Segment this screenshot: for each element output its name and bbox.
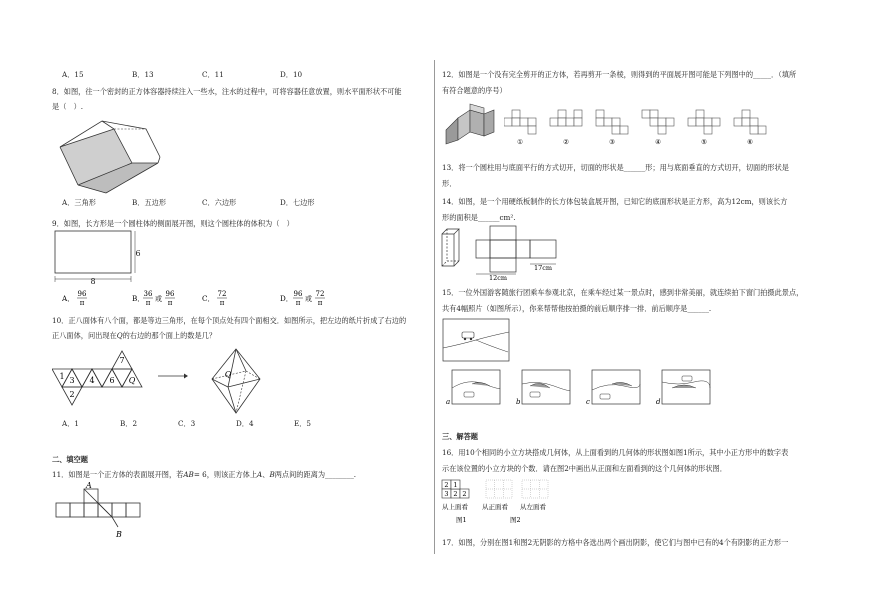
photo-label-c: c: [586, 398, 590, 406]
face-label-4: 4: [89, 376, 95, 385]
q11-text-f: 两点间的距离为________.: [274, 470, 357, 479]
caption-figure-1: 图1: [456, 516, 467, 524]
q11-text-a: 11．如图是一个正方体的表面展开图，若: [52, 470, 184, 479]
option-a: A．1: [62, 419, 79, 428]
grid-count: 2: [444, 481, 449, 489]
q8-text-line2: 是（ ）.: [52, 102, 84, 111]
option-letter: A．: [62, 294, 75, 303]
photo-label-d: d: [656, 398, 661, 406]
fraction-denominator: π: [145, 299, 151, 307]
q15-bus-scene-figure: [442, 318, 510, 362]
q17-text: 17．如图，分别在图1和图2无阴影的方格中各选出两个画出阴影，使它们与图中已有的4个有阴影的正方形一: [442, 538, 789, 547]
grid-count: 2: [462, 490, 467, 498]
q10-octahedron-figure: [206, 347, 266, 415]
or-text: 或: [305, 295, 312, 303]
fraction-numerator: 96: [293, 290, 303, 298]
width-label: 8: [90, 277, 96, 285]
grid-count: 3: [444, 490, 449, 498]
fraction-numerator: 96: [77, 290, 87, 298]
q11-ab: AB: [183, 470, 194, 479]
section-answer-questions: 三、解答题: [442, 432, 478, 441]
q14-text: 14．如图，是一个用硬纸板制作的长方体包装盒展开图，已知它的底面形状是正方形，高为12cm，则该长方: [442, 197, 788, 206]
net-label-6: ⑥: [747, 138, 753, 146]
fraction-denominator: π: [79, 299, 85, 307]
q10-options: [62, 419, 311, 428]
q14-text-line2: 形的面积是______cm².: [442, 213, 516, 222]
q15-photos-figure: [446, 368, 716, 408]
section-fill-in-blank: 二、填空题: [52, 455, 88, 464]
caption-top-view: 从上面看: [442, 503, 468, 511]
option-b: B．五边形: [132, 198, 167, 207]
option-a: A．15: [62, 70, 84, 79]
q13-text: 13．将一个圆柱用与底面平行的方式切开，切面的形状是______形；用与底面垂直的方式切开，切面的形状是: [442, 163, 789, 172]
q10-text-2a: 正八面体，问出现在: [52, 331, 117, 340]
q9-options-svg: [62, 289, 362, 307]
q10-text-line2: [52, 331, 216, 340]
height-label: 6: [135, 249, 141, 258]
q9-rectangle-figure: [52, 229, 142, 285]
option-d: [280, 290, 325, 307]
option-b: B．13: [132, 70, 154, 79]
face-label-3: 3: [69, 376, 75, 385]
face-label-1: 1: [59, 372, 65, 381]
arrow-icon: [158, 372, 188, 380]
point-a-label: A: [86, 481, 92, 490]
option-c: C．六边形: [202, 198, 237, 207]
q10-text: 10．正八面体有八个面，都是等边三角形，在每个顶点处有四个面相交．如图所示，把左边的纸片折成了右边的: [52, 316, 407, 325]
grid-count: 1: [453, 481, 458, 489]
option-d: D．七边形: [280, 198, 315, 207]
dim-label-12cm: 12cm: [488, 274, 508, 280]
q11-point-b: B: [269, 470, 275, 479]
column-divider: [434, 60, 435, 554]
option-a: [62, 290, 87, 307]
option-letter: B．: [132, 294, 145, 303]
photo-c: [586, 370, 640, 406]
option-letter: C．: [202, 294, 215, 303]
q11-cube-net-figure: [52, 481, 152, 541]
photo-b: [516, 370, 570, 406]
option-b: B．2: [120, 419, 138, 428]
option-b: [132, 290, 175, 307]
option-c: C．11: [202, 70, 224, 79]
caption-front-view: 从正面看: [482, 503, 508, 511]
q8-text: 8．如图，往一个密封的正方体容器持续注入一些水，注水的过程中，可将容器任意放置，则水平面形状不可能: [52, 87, 402, 96]
photo-d: [656, 370, 710, 406]
fraction-numerator: 36: [143, 290, 153, 298]
net-label-2: ②: [563, 138, 569, 146]
q10-text-2b: 的右边的那个面上的数是几？: [122, 331, 217, 340]
q11-sep: 、: [262, 470, 270, 479]
fraction-numerator: 96: [165, 290, 175, 298]
q12-partial-cube-figure: [444, 100, 496, 146]
q12-nets-figure: [504, 108, 834, 150]
net-label-5: ⑤: [701, 138, 707, 146]
q12-text-line2: 有符合题意的序号）: [442, 86, 507, 95]
face-label-q: Q: [128, 376, 136, 385]
q10-q-italic: Q: [116, 331, 123, 340]
photo-label-a: a: [446, 398, 451, 406]
face-label-6: 6: [109, 376, 115, 385]
q8-options: [62, 198, 315, 207]
option-c: C．3: [178, 419, 196, 428]
q12-text: 12．如图是一个没有完全剪开的正方体，若再剪开一条棱，则得到的平面展开图可能是下列图中的_____．（填所: [442, 70, 797, 79]
point-b-label: B: [116, 530, 122, 539]
option-c: [202, 290, 227, 307]
option-d: D．4: [236, 419, 254, 428]
q11-text-b: = 6，则该正方体上: [193, 470, 258, 479]
net-label-1: ①: [517, 138, 523, 146]
net-label-4: ④: [655, 138, 661, 146]
caption-figure-2: 图2: [510, 516, 521, 524]
q15-text-line2: 共有4幅照片（如图所示），你来帮帮他按拍摄的前后顺序排一排．前后顺序是______.: [442, 304, 712, 313]
q16-text: 16．用10个相同的小立方块搭成几何体，从上面看到的几何体的形状图如图1所示，其中小正方形中的数字表: [442, 448, 789, 457]
face-label-7: 7: [119, 356, 125, 365]
dim-label-17cm: 17cm: [533, 264, 553, 272]
q14-box-net-figure: [440, 224, 590, 280]
q16-text-line2: 示在该位置的小立方块的个数．请在图2中画出从正面和左面看到的这个几何体的形状图．: [442, 464, 727, 473]
option-a: A．三角形: [62, 198, 96, 207]
fraction-denominator: π: [295, 299, 301, 307]
photo-a: [446, 370, 500, 406]
q8-cube-figure: [54, 119, 166, 195]
fraction-denominator: π: [219, 299, 225, 307]
face-label-2: 2: [69, 390, 75, 399]
option-e: E．5: [294, 419, 312, 428]
caption-left-view: 从左面看: [520, 503, 546, 511]
q9-options: [62, 289, 362, 307]
q7-options: [62, 70, 302, 79]
q15-text: 15．一位外国游客随旅行团乘车参观北京，在乘车经过某一景点时，感到非常美丽，就连续拍下窗门拍摄此景点，: [442, 288, 804, 297]
fraction-denominator: π: [167, 299, 173, 307]
fraction-denominator: π: [317, 299, 323, 307]
q11-point-a: A: [257, 470, 263, 479]
q9-text: 9．如图，长方形是一个圆柱体的侧面展开图，则这个圆柱体的体积为（ ）: [52, 219, 294, 228]
q11-text: [52, 470, 356, 479]
q16-view-grids-figure: [440, 478, 560, 530]
fraction-numerator: 72: [217, 290, 227, 298]
fraction-numerator: 72: [315, 290, 325, 298]
octahedron-q-label: Q: [224, 370, 232, 379]
grid-count: 2: [453, 490, 458, 498]
option-letter: D．: [280, 294, 293, 303]
net-label-3: ③: [609, 138, 615, 146]
photo-label-b: b: [516, 398, 521, 406]
option-d: D．10: [280, 70, 303, 79]
q13-text-line2: 形．: [442, 179, 457, 188]
q10-net-figure: [52, 350, 152, 412]
or-text: 或: [155, 295, 162, 303]
